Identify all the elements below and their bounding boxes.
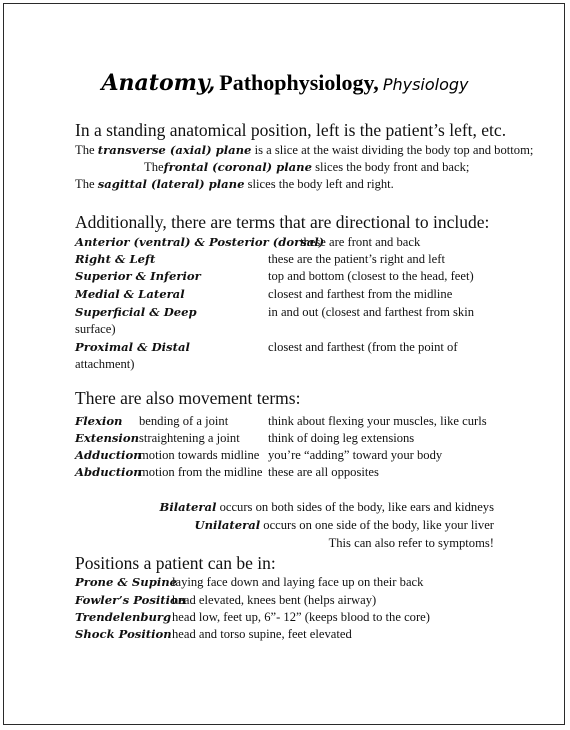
frontal-term: frontal (coronal) plane: [163, 160, 312, 174]
movement-meaning: motion towards midline: [139, 448, 260, 462]
movement-meaning: straightening a joint: [139, 431, 240, 445]
directional-heading: Additionally, there are terms that are directional to include:: [75, 212, 490, 232]
movement-meaning: motion from the midline: [139, 465, 263, 479]
movement-note: think about flexing your muscles, like curls: [268, 414, 487, 428]
movement-term: Abduction: [75, 465, 142, 479]
sagittal-line: [75, 177, 394, 192]
directional-term: Superficial & Deep: [75, 305, 197, 319]
directional-desc: top and bottom (closest to the head, feet): [268, 269, 474, 283]
bilateral-term: Bilateral: [159, 500, 217, 514]
position-term: Trendelenburg: [75, 610, 172, 624]
title-anatomy: Anatomy,: [101, 70, 216, 96]
movement-note: you’re “adding” toward your body: [268, 448, 443, 462]
directional-term: Medial & Lateral: [75, 287, 185, 301]
movement-meaning: bending of a joint: [139, 414, 229, 428]
movement-note: these are all opposites: [268, 465, 379, 479]
title-physiology: Physiology: [382, 75, 469, 94]
transverse-term: transverse (axial) plane: [97, 143, 252, 157]
frontal-pre: The: [144, 160, 164, 174]
bilateral-text: occurs on both sides of the body, like ears and kidneys: [219, 500, 494, 514]
position-desc: head and torso supine, feet elevated: [172, 627, 352, 641]
page-title: [0, 70, 570, 96]
directional-term: Right & Left: [75, 252, 156, 266]
directional-desc: closest and farthest (from the point of: [268, 340, 458, 354]
sagittal-post: slices the body left and right.: [247, 177, 394, 191]
position-term: Fowler’s Position: [75, 593, 187, 607]
movement-heading: There are also movement terms:: [75, 388, 301, 408]
frontal-post: slices the body front and back;: [315, 160, 470, 174]
unilateral-line: [195, 518, 495, 533]
directional-desc-cont: attachment): [75, 357, 135, 371]
transverse-pre: The: [75, 143, 95, 157]
movement-term: Extension: [75, 431, 140, 445]
sagittal-term: sagittal (lateral) plane: [97, 177, 245, 191]
position-term: Shock Position: [75, 627, 172, 641]
directional-term: Anterior (ventral) & Posterior (dorsal): [75, 235, 325, 249]
unilateral-term: Unilateral: [194, 518, 261, 532]
unilateral-text: occurs on one side of the body, like your liver: [263, 518, 494, 532]
directional-term: Proximal & Distal: [75, 340, 190, 354]
title-pathophysiology: Pathophysiology,: [219, 70, 379, 95]
directional-desc: in and out (closest and farthest from skin: [268, 305, 475, 319]
position-term: Prone & Supine: [75, 575, 178, 589]
sagittal-pre: The: [75, 177, 95, 191]
movement-term: Flexion: [75, 414, 123, 428]
directional-desc: these are the patient’s right and left: [268, 252, 445, 266]
position-desc: head elevated, knees bent (helps airway): [172, 593, 377, 607]
transverse-post: is a slice at the waist dividing the body top and bottom;: [254, 143, 534, 157]
directional-desc: closest and farthest from the midline: [268, 287, 453, 301]
directional-term: Superior & Inferior: [75, 269, 201, 283]
transverse-line: [75, 143, 533, 158]
position-desc: head low, feet up, 6”- 12” (keeps blood to the core): [172, 610, 430, 624]
movement-note: think of doing leg extensions: [268, 431, 415, 445]
movement-term: Adduction: [75, 448, 142, 462]
position-desc: laying face down and laying face up on their back: [172, 575, 424, 589]
positions-heading: Positions a patient can be in:: [75, 553, 276, 573]
directional-desc: these are front and back: [300, 235, 421, 249]
symptoms-note: This can also refer to symptoms!: [328, 536, 494, 550]
directional-desc-cont: surface): [75, 322, 116, 336]
bilateral-line: [160, 500, 494, 515]
planes-heading: In a standing anatomical position, left is the patient’s left, etc.: [75, 120, 507, 140]
frontal-line: [144, 160, 469, 175]
